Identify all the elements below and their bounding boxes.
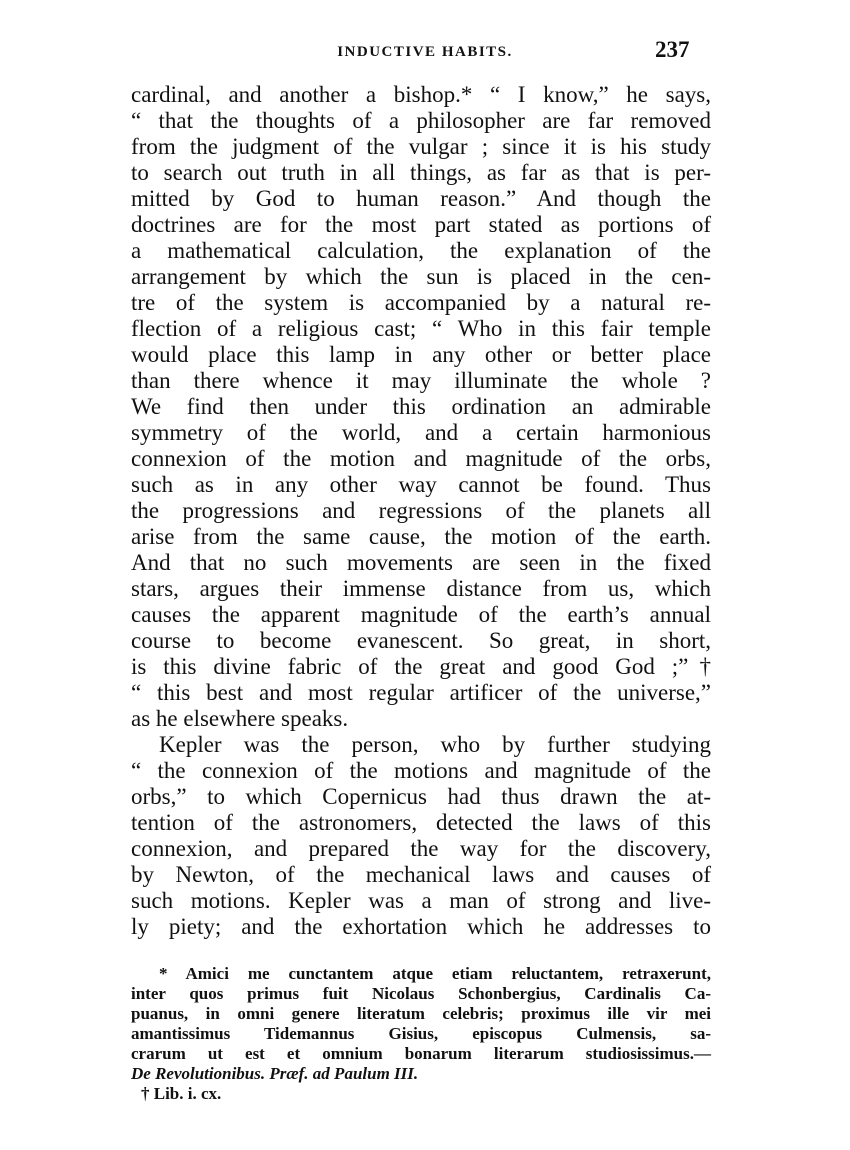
- text-line: tention of the astronomers, detected the laws of this: [131, 810, 711, 835]
- text-line: arrangement by which the sun is placed in the cen-: [131, 264, 711, 289]
- text-line: arise from the same cause, the motion of the earth.: [131, 524, 711, 549]
- text-line: mitted by God to human reason.” And though the: [131, 186, 711, 211]
- text-line: cardinal, and another a bishop.* “ I know,” he says,: [131, 82, 711, 107]
- text-line: connexion of the motion and magnitude of the orbs,: [131, 446, 711, 471]
- text-line: orbs,” to which Copernicus had thus drawn the at-: [131, 784, 711, 809]
- text-line: would place this lamp in any other or better place: [131, 342, 711, 367]
- text-line: stars, argues their immense distance from us, which: [131, 576, 711, 601]
- text-line: “ the connexion of the motions and magnitude of the: [131, 758, 711, 783]
- text-line: doctrines are for the most part stated as portions of: [131, 212, 711, 237]
- text-line: “ that the thoughts of a philosopher are far removed: [131, 108, 711, 133]
- text-line: “ this best and most regular artificer of the universe,”: [131, 680, 711, 705]
- footnotes: [131, 964, 711, 1104]
- footnote-line: † Lib. i. cx.: [141, 1084, 222, 1103]
- text-line: from the judgment of the vulgar ; since it is his study: [131, 134, 711, 159]
- text-line: connexion, and prepared the way for the discovery,: [131, 836, 711, 861]
- text-line: symmetry of the world, and a certain harmonious: [131, 420, 711, 445]
- text-line: tre of the system is accompanied by a natural re-: [131, 290, 711, 315]
- body-text: [131, 82, 711, 940]
- page-number: 237: [655, 37, 690, 62]
- footnote-line: crarum ut est et omnium bonarum literarum studiosissimus.—: [131, 1044, 711, 1063]
- text-line: as he elsewhere speaks.: [131, 706, 349, 731]
- text-line: flection of a religious cast; “ Who in this fair temple: [131, 316, 711, 341]
- footnote-line: * Amici me cunctantem atque etiam reluctantem, retraxerunt,: [159, 964, 711, 983]
- text-line: to search out truth in all things, as far as that is per-: [131, 160, 711, 185]
- text-line: than there whence it may illuminate the whole ?: [131, 368, 711, 393]
- footnote-line: amantissimus Tidemannus Gisius, episcopus Culmensis, sa-: [131, 1024, 711, 1043]
- footnote-line: De Revolutionibus. Præf. ad Paulum III.: [131, 1064, 419, 1083]
- running-title: INDUCTIVE HABITS.: [337, 44, 513, 60]
- text-line: such motions. Kepler was a man of strong and live-: [131, 888, 711, 913]
- text-line: Kepler was the person, who by further studying: [159, 732, 711, 757]
- text-line: the progressions and regressions of the planets all: [131, 498, 711, 523]
- text-line: causes the apparent magnitude of the earth’s annual: [131, 602, 711, 627]
- text-line: a mathematical calculation, the explanation of the: [131, 238, 711, 263]
- text-line: by Newton, of the mechanical laws and causes of: [131, 862, 711, 887]
- footnote-line: puanus, in omni genere literatum celebris; proximus ille vir mei: [131, 1004, 711, 1023]
- text-line: course to become evanescent. So great, in short,: [131, 628, 711, 653]
- text-line: such as in any other way cannot be found. Thus: [131, 472, 711, 497]
- footnote-line: inter quos primus fuit Nicolaus Schonbergius, Cardinalis Ca-: [131, 984, 711, 1003]
- text-line: And that no such movements are seen in the fixed: [131, 550, 711, 575]
- text-line: is this divine fabric of the great and good God ;”†: [131, 654, 711, 679]
- text-line: ly piety; and the exhortation which he addresses to: [131, 914, 711, 939]
- text-line: We find then under this ordination an admirable: [131, 394, 711, 419]
